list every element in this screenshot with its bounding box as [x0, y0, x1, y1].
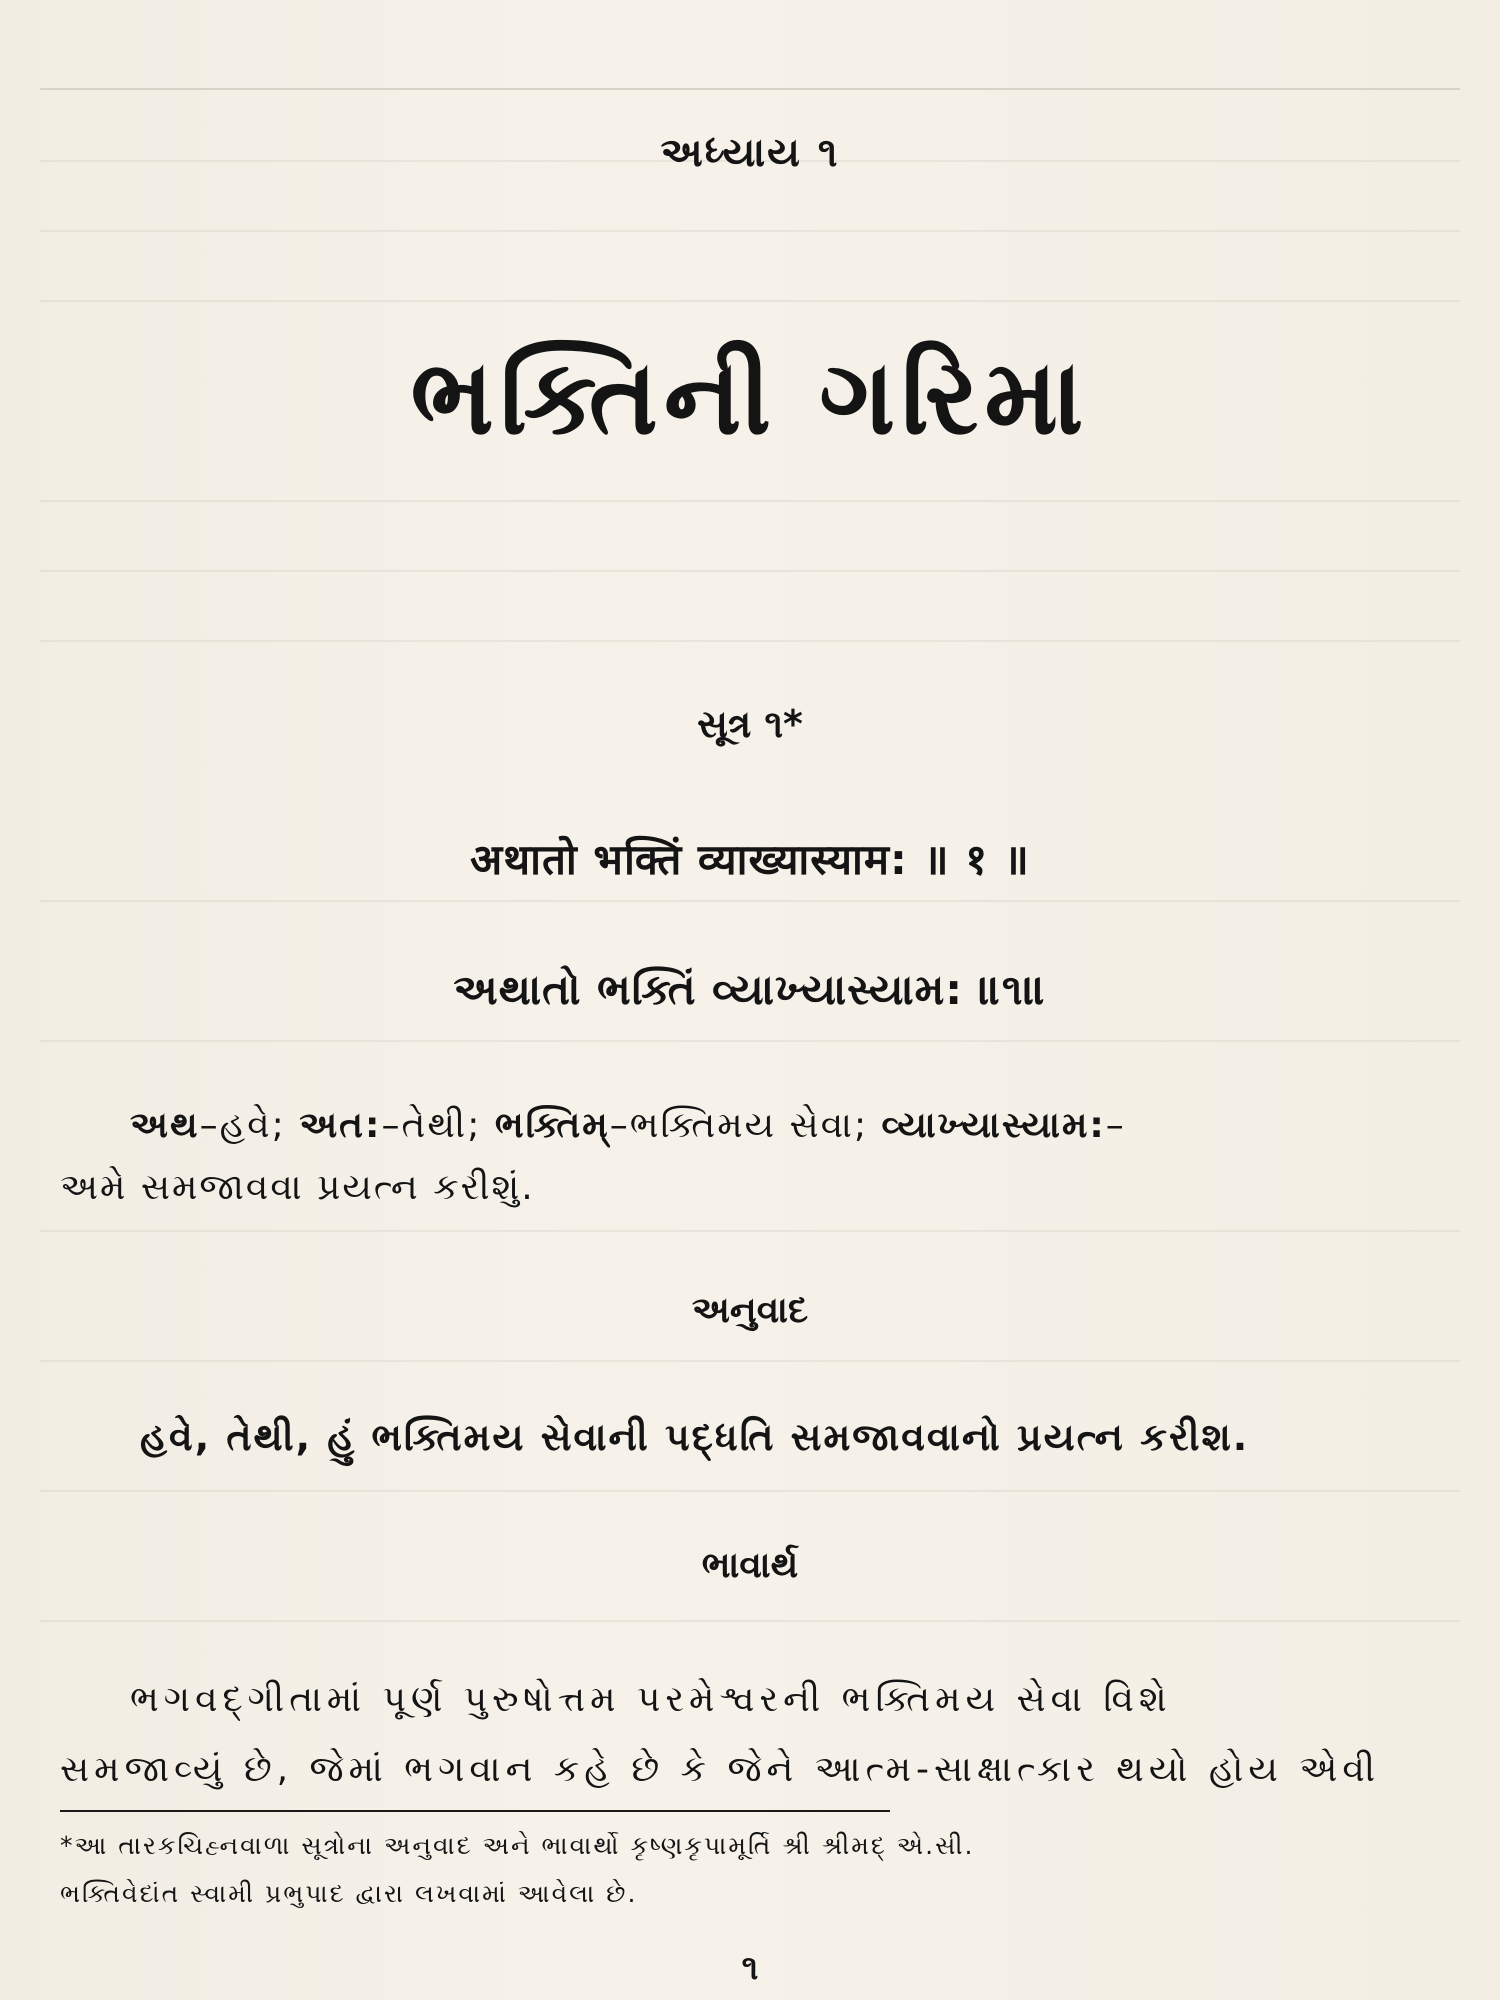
purport-text — [60, 1665, 1450, 1805]
synonym-meaning: હવે; — [219, 1105, 286, 1146]
footnote — [60, 1822, 1460, 1918]
purport-line: ભગવદ્ગીતામાં પૂર્ણ પુરુષોત્તમ પરમેશ્વરની ભક્તિમય સેવા વિશે — [130, 1679, 1172, 1720]
translation-text: હવે, તેથી, હું ભક્તિમય સેવાની પદ્ધતિ સમજાવવાનો પ્રયત્ન કરીશ. — [140, 1415, 1250, 1459]
synonym-meaning: તેથી; — [401, 1105, 482, 1146]
verse-devanagari: अथातो भक्तिं व्याख्यास्याम: ॥ १ ॥ — [470, 835, 1030, 884]
show-through-header — [40, 18, 1460, 90]
synonym-word: ભક્તિમ્ — [494, 1105, 610, 1146]
synonym-word: વ્યાખ્યાસ્યામ: — [881, 1105, 1106, 1146]
footnote-line: *આ તારકચિહ્નવાળા સૂત્રોના અનુવાદ અને ભાવાર્થો કૃષ્ણકૃપામૂર્તિ શ્રી શ્રીમદ્ એ.સી. — [60, 1831, 975, 1860]
verse-transliteration: અથાતો ભક્તિં વ્યાખ્યાસ્યામ: ॥૧॥ — [453, 965, 1047, 1014]
page-number: ૧ — [741, 1948, 759, 1988]
synonyms — [60, 1095, 1450, 1219]
chapter-heading: અધ્યાય ૧ — [660, 130, 840, 176]
purport-heading: ભાવાર્થ — [701, 1545, 799, 1586]
translation-heading: અનુવાદ — [691, 1290, 809, 1331]
synonym-meaning: ભક્તિમય સેવા; — [629, 1105, 869, 1146]
synonym-word: અત: — [299, 1105, 382, 1146]
synonyms-line: અથ–હવે; અત:–તેથી; ભક્તિમ્–ભક્તિમય સેવા; વ્યાખ્યાસ્યામ:– — [130, 1105, 1126, 1146]
synonyms-continuation: અમે સમજાવવા પ્રયત્ન કરીશું. — [60, 1167, 535, 1208]
synonym-word: અથ — [130, 1105, 200, 1146]
footnote-line: ભક્તિવેદાંત સ્વામી પ્રભુપાદ દ્વારા લખવામાં આવેલા છે. — [60, 1879, 638, 1908]
footnote-divider — [60, 1810, 890, 1812]
purport-line: સમજાવ્યું છે, જેમાં ભગવાન કહે છે કે જેને આત્મ-સાક્ષાત્કાર થયો હોય એવી — [60, 1749, 1381, 1790]
page-title: ભક્તિની ગરિમા — [410, 336, 1090, 458]
sutra-label: સૂત્ર ૧* — [697, 702, 803, 746]
